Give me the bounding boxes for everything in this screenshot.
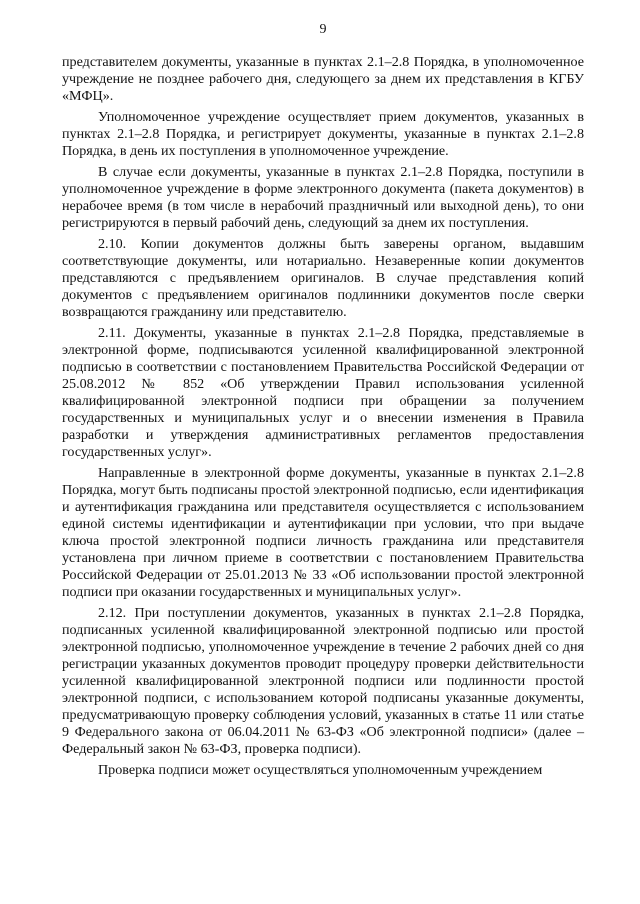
paragraph-2-11-electronic-signature: 2.11. Документы, указанные в пунктах 2.1–2.8 Порядка, представляемые в электронной форме, подписываются усиленной квалифицированной электронной подписью в соответствии с постановлением Правительства Российской Федерации от 25.08.2012 № 852 «Об утверждении Правил использования усиленной квалифицированной электронной подписи при обращении за получением государственных и муниципальных услуг и о внесении изменения в Правила разработки и утверждения административных регламентов предоставления государственных услуг». — [62, 325, 584, 460]
paragraph-document-reception: Уполномоченное учреждение осуществляет прием документов, указанных в пунктах 2.1–2.8 Порядка, и регистрирует документы, указанные в пунктах 2.1–2.8 Порядка, в день их поступления в уполномоченное учреждение. — [62, 109, 584, 159]
paragraph-signature-check-cont: Проверка подписи может осуществляться уполномоченным учреждением — [98, 762, 543, 778]
paragraph-nonworking-time-registration: В случае если документы, указанные в пунктах 2.1–2.8 Порядка, поступили в уполномоченное учреждение в форме электронного документа (пакета документов) в нерабочее время (в том числе в нерабочий праздничный или выходной день), то они регистрируются в первый рабочий день, следующий за днем их поступления. — [62, 164, 584, 231]
paragraph-2-12-signature-check: 2.12. При поступлении документов, указанных в пунктах 2.1–2.8 Порядка, подписанных усиленной квалифицированной электронной подписью или простой электронной подписью, уполномоченное учреждение в течение 2 рабочих дней со дня регистрации указанных документов проводит процедуру проверки действительности усиленной квалифицированной электронной подписи или подлинности простой электронной подписи, с использованием которой подписаны указанные документы, предусматривающую проверку соблюдения условий, указанных в статье 11 или статье 9 Федерального закона от 06.04.2011 № 63-ФЗ «Об электронной подписи» (далее – Федеральный закон № 63-ФЗ, проверка подписи). — [62, 605, 584, 757]
paragraph-simple-signature: Направленные в электронной форме документы, указанные в пунктах 2.1–2.8 Порядка, могут быть подписаны простой электронной подписью, если идентификация и аутентификация гражданина или представителя осуществляется с использованием единой системы идентификации и аутентификации при условии, что при выдаче ключа простой электронной подписи личность гражданина или представителя установлена при личном приеме в соответствии с постановлением Правительства Российской Федерации от 25.01.2013 № 33 «Об использовании простой электронной подписи при оказании государственных и муниципальных услуг». — [62, 465, 584, 600]
page-number: 9 — [319, 22, 327, 37]
paragraph-continuation: представителем документы, указанные в пунктах 2.1–2.8 Порядка, в уполномоченное учреждение не позднее рабочего дня, следующего за днем их представления в КГБУ «МФЦ». — [62, 54, 584, 104]
paragraph-2-10-copies: 2.10. Копии документов должны быть заверены органом, выдавшим соответствующие документы, или нотариально. Незаверенные копии документов представляются с предъявлением оригиналов. В случае представления копий документов с предъявлением оригиналов подлинники документов после сверки возвращаются гражданину или представителю. — [62, 236, 584, 320]
